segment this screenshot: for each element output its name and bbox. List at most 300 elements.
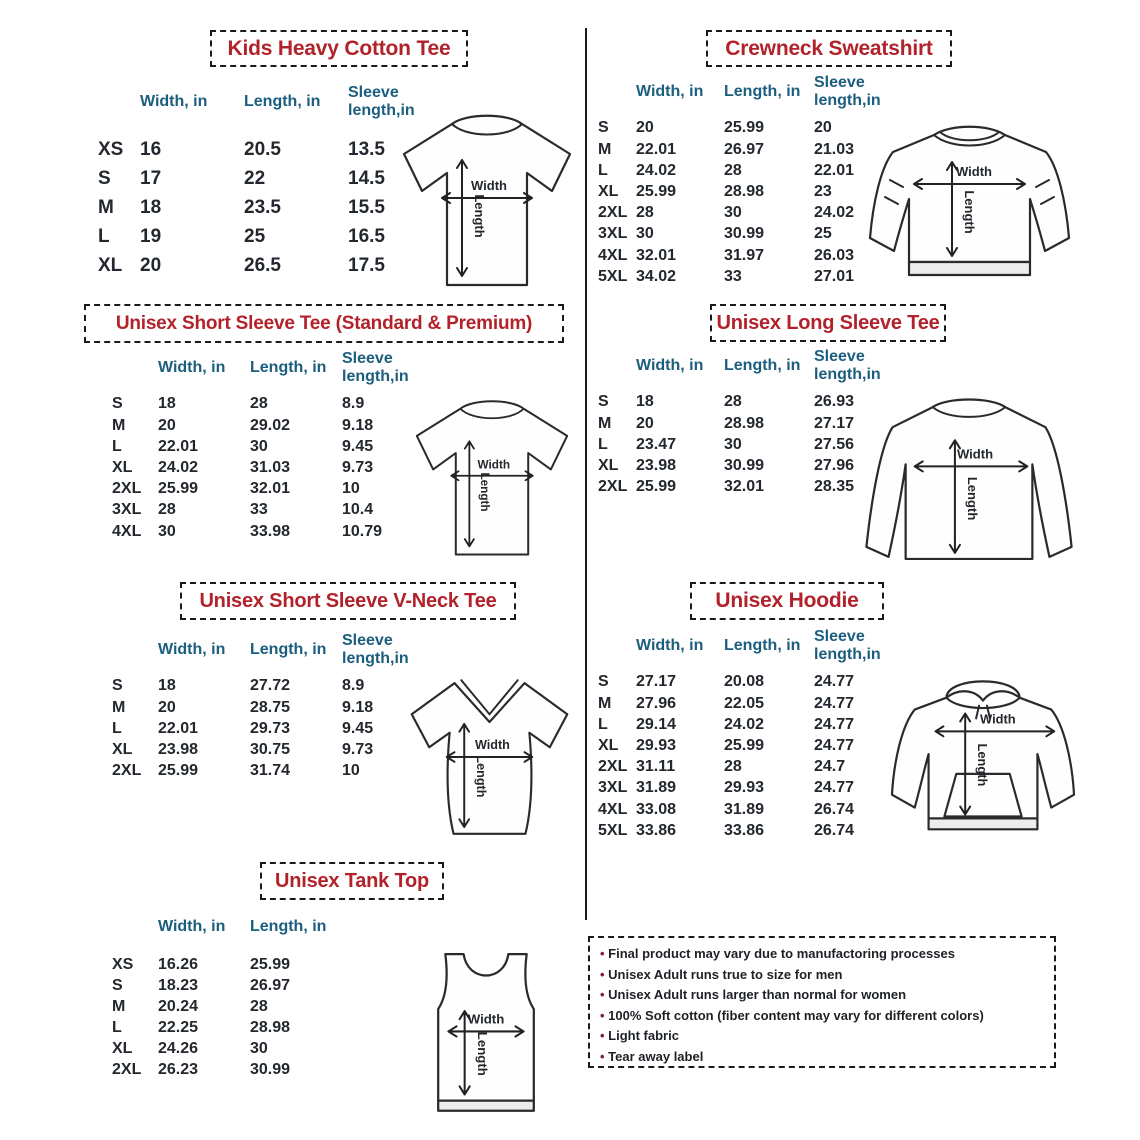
section-title-text: Kids Heavy Cotton Tee (227, 36, 451, 60)
measurement-value: 26.97 (724, 140, 765, 158)
size-label: XL (598, 736, 619, 754)
measurement-value: 26.74 (814, 800, 855, 818)
measurement-value: 25 (814, 225, 832, 243)
size-label: 2XL (598, 204, 628, 222)
measurement-value: 24.77 (814, 715, 855, 733)
measurement-value: 25.99 (250, 955, 291, 973)
header-row (112, 918, 370, 954)
header-row (598, 348, 900, 392)
length-label: Length (474, 1031, 490, 1076)
size-row (598, 477, 900, 498)
measurement-value: 22.01 (636, 140, 677, 158)
size-row (112, 1039, 370, 1060)
measurement-value: 21.03 (814, 140, 855, 158)
long-sleeve-tee-illustration (858, 394, 1080, 570)
size-row (112, 436, 430, 457)
measurement-value: 28.98 (250, 1019, 291, 1037)
measurement-value: 20 (814, 119, 832, 137)
size-label: L (112, 1019, 122, 1037)
section-unisex-v-neck-tee (80, 580, 585, 850)
measurement-value: 9.18 (342, 416, 374, 434)
measurement-value: 26.97 (250, 976, 291, 994)
measurement-value: 27.17 (814, 414, 855, 432)
length-label: Length (472, 194, 487, 238)
product-notes-box (588, 936, 1056, 1068)
t-shirt-illustration (392, 108, 582, 293)
size-label: 2XL (112, 1061, 142, 1079)
header-row (598, 628, 900, 672)
measurement-value: 16.5 (348, 226, 385, 248)
size-row (112, 975, 370, 996)
size-column-header (112, 918, 158, 954)
size-row (112, 996, 370, 1017)
size-table-unisex-v-neck-tee (112, 632, 430, 782)
measurement-value: 9.73 (342, 740, 374, 758)
size-row (112, 697, 430, 718)
measurement-value: 24.7 (814, 758, 846, 776)
measurement-value: 34.02 (636, 267, 677, 285)
size-row (598, 245, 900, 266)
section-unisex-tank-top (80, 860, 585, 1135)
measurement-value: 27.56 (814, 435, 855, 453)
measurement-value: 19 (140, 226, 162, 248)
hoodie-illustration (884, 668, 1082, 858)
section-title-text: Unisex Short Sleeve Tee (Standard & Premium) (115, 312, 533, 334)
size-label: XL (112, 458, 133, 476)
size-label: L (112, 437, 122, 455)
size-label: 5XL (598, 821, 628, 839)
measurement-value: 30.99 (724, 456, 765, 474)
measurement-value: 31.89 (636, 779, 677, 797)
measurement-value: 9.18 (342, 698, 374, 716)
size-row (598, 820, 900, 841)
size-row (112, 415, 430, 436)
size-label: S (112, 976, 123, 994)
measurement-value: 28 (724, 393, 742, 411)
section-title (706, 30, 952, 67)
size-row (598, 139, 900, 160)
measurement-value: 25 (244, 226, 266, 248)
column-header: Width, in (158, 918, 226, 935)
width-label: Width (467, 1011, 505, 1027)
size-row (598, 693, 900, 714)
size-label: 4XL (598, 800, 628, 818)
size-label: XL (112, 1040, 133, 1058)
length-label: Length (964, 476, 980, 521)
column-header: Sleeve length,in (814, 74, 881, 109)
size-label: M (112, 416, 126, 434)
header-row (98, 84, 440, 136)
measurement-value: 26.74 (814, 821, 855, 839)
length-label: Length (473, 755, 488, 798)
measurement-value: 22.01 (814, 161, 855, 179)
size-row (598, 672, 900, 693)
column-header: Sleeve length,in (342, 350, 409, 385)
size-column-header (112, 350, 158, 394)
measurement-value: 23.98 (636, 456, 677, 474)
size-column-header (598, 628, 636, 672)
size-column-header (598, 74, 636, 118)
measurement-value: 26.23 (158, 1061, 199, 1079)
section-unisex-hoodie (592, 580, 1140, 860)
measurement-value: 24.02 (636, 161, 677, 179)
note-item: • Tear away label (600, 1047, 1046, 1068)
section-title (260, 862, 444, 900)
measurement-value: 28 (158, 501, 176, 519)
size-label: M (112, 698, 126, 716)
note-item: • Light fabric (600, 1026, 1046, 1047)
measurement-value: 22.25 (158, 1019, 199, 1037)
width-label: Width (471, 178, 507, 193)
size-row (98, 194, 440, 223)
measurement-value: 33 (250, 501, 268, 519)
measurement-value: 26.03 (814, 246, 855, 264)
measurement-value: 23.98 (158, 740, 199, 758)
size-row (112, 521, 430, 542)
size-label: 3XL (598, 779, 628, 797)
sweatshirt-illustration (862, 122, 1077, 290)
measurement-value: 10.79 (342, 522, 383, 540)
note-item: • 100% Soft cotton (fiber content may vary for different colors) (600, 1006, 1046, 1027)
measurement-value: 8.9 (342, 395, 365, 413)
size-row (112, 1017, 370, 1038)
length-label: Length (962, 190, 977, 234)
column-header: Width, in (140, 92, 208, 110)
measurement-value: 9.45 (342, 719, 374, 737)
measurement-value: 9.73 (342, 458, 374, 476)
size-table-kids-heavy-cotton-tee (98, 84, 440, 281)
measurement-value: 33.86 (636, 821, 677, 839)
measurement-value: 16 (140, 139, 162, 161)
size-row (112, 739, 430, 760)
measurement-value: 31.89 (724, 800, 765, 818)
measurement-value: 24.02 (158, 458, 199, 476)
size-label: M (598, 414, 612, 432)
measurement-value: 13.5 (348, 139, 385, 161)
measurement-value: 24.26 (158, 1040, 199, 1058)
measurement-value: 17.5 (348, 255, 385, 277)
size-table-unisex-tank-top (112, 918, 370, 1081)
size-row (598, 778, 900, 799)
column-header: Width, in (636, 82, 704, 100)
measurement-value: 10 (342, 480, 360, 498)
measurement-value: 27.72 (250, 677, 291, 695)
size-label: XL (112, 740, 133, 758)
measurement-value: 22.05 (724, 694, 765, 712)
size-row (598, 735, 900, 756)
column-header: Length, in (724, 356, 801, 374)
measurement-value: 29.02 (250, 416, 291, 434)
size-label: S (598, 673, 609, 691)
size-label: 3XL (112, 501, 142, 519)
column-header: Width, in (636, 356, 704, 374)
measurement-value: 30 (636, 225, 654, 243)
measurement-value: 20.5 (244, 139, 281, 161)
size-row (112, 457, 430, 478)
section-title-text: Unisex Tank Top (274, 869, 430, 892)
measurement-value: 16.26 (158, 955, 199, 973)
measurement-value: 20 (636, 119, 654, 137)
size-label: 2XL (598, 478, 628, 496)
size-row (112, 718, 430, 739)
size-label: XS (98, 139, 124, 161)
size-row (598, 455, 900, 476)
measurement-value: 8.9 (342, 677, 365, 695)
size-row (598, 118, 900, 139)
size-label: M (98, 197, 114, 219)
header-row (112, 632, 430, 676)
column-header: Length, in (250, 640, 327, 658)
measurement-value: 30.99 (724, 225, 765, 243)
note-item: • Unisex Adult runs larger than normal for women (600, 985, 1046, 1006)
section-title-text: Crewneck Sweatshirt (725, 36, 933, 60)
size-column-header (98, 84, 140, 136)
measurement-value: 28.75 (250, 698, 291, 716)
measurement-value: 24.77 (814, 736, 855, 754)
measurement-value: 29.93 (636, 736, 677, 754)
measurement-value: 30.75 (250, 740, 291, 758)
measurement-value: 29.14 (636, 715, 677, 733)
measurement-value: 32.01 (724, 478, 765, 496)
measurement-value: 33 (724, 267, 742, 285)
section-title (690, 582, 884, 620)
column-header: Length, in (250, 358, 327, 376)
size-table-unisex-short-sleeve-tee (112, 350, 430, 542)
measurement-value: 23 (814, 182, 832, 200)
section-kids-heavy-cotton-tee (80, 28, 585, 296)
measurement-value: 28 (250, 395, 268, 413)
length-label: Length (975, 743, 991, 787)
measurement-value: 24.77 (814, 694, 855, 712)
measurement-value: 20 (636, 414, 654, 432)
size-label: L (598, 715, 608, 733)
measurement-value: 22.01 (158, 719, 199, 737)
measurement-value: 28.98 (724, 414, 765, 432)
size-column-header (112, 632, 158, 676)
size-label: 2XL (112, 762, 142, 780)
size-label: XS (112, 955, 134, 973)
t-shirt-illustration (406, 394, 578, 562)
size-table-crewneck-sweatshirt (598, 74, 900, 287)
measurement-value: 22.01 (158, 437, 199, 455)
note-item: • Final product may vary due to manufactoring processes (600, 944, 1046, 965)
size-label: 5XL (598, 267, 628, 285)
measurement-value: 22 (244, 168, 266, 190)
measurement-value: 20.08 (724, 673, 765, 691)
measurement-value: 30 (158, 522, 176, 540)
measurement-value: 9.45 (342, 437, 374, 455)
measurement-value: 25.99 (724, 119, 765, 137)
size-row (98, 223, 440, 252)
width-label: Width (474, 738, 510, 753)
size-row (598, 392, 900, 413)
column-header: Width, in (636, 636, 704, 654)
measurement-value: 30 (724, 204, 742, 222)
measurement-value: 26.93 (814, 393, 855, 411)
size-column-header (598, 348, 636, 392)
measurement-value: 18 (158, 395, 176, 413)
measurement-value: 18.23 (158, 976, 199, 994)
column-header: Sleeve length,in (342, 632, 409, 667)
measurement-value: 31.97 (724, 246, 765, 264)
size-label: L (598, 435, 608, 453)
measurement-value: 15.5 (348, 197, 385, 219)
size-label: S (98, 168, 111, 190)
size-row (112, 676, 430, 697)
measurement-value: 29.93 (724, 779, 765, 797)
note-item: • Unisex Adult runs true to size for men (600, 965, 1046, 986)
size-row (598, 160, 900, 181)
size-label: M (598, 694, 612, 712)
measurement-value: 32.01 (636, 246, 677, 264)
measurement-value: 25.99 (724, 736, 765, 754)
length-label: Length (478, 472, 492, 512)
measurement-value: 30 (250, 1040, 268, 1058)
measurement-value: 20.24 (158, 997, 199, 1015)
size-label: 2XL (598, 758, 628, 776)
column-header: Length, in (724, 636, 801, 654)
measurement-value: 30.99 (250, 1061, 291, 1079)
product-notes-list (600, 944, 1046, 1067)
size-table-unisex-long-sleeve-tee (598, 348, 900, 498)
section-title-text: Unisex Short Sleeve V-Neck Tee (199, 589, 497, 612)
size-label: L (98, 226, 110, 248)
size-label: M (112, 997, 126, 1015)
size-row (598, 714, 900, 735)
v-neck-tee-illustration (402, 672, 577, 842)
section-title (710, 304, 946, 342)
width-label: Width (956, 164, 992, 179)
measurement-value: 25.99 (636, 182, 677, 200)
column-header: Length, in (244, 92, 321, 110)
measurement-value: 31.03 (250, 458, 291, 476)
column-header: Length, in (250, 918, 327, 935)
measurement-value: 27.01 (814, 267, 855, 285)
measurement-value: 10.4 (342, 501, 374, 519)
size-row (598, 224, 900, 245)
width-label: Width (980, 711, 1016, 727)
measurement-value: 29.73 (250, 719, 291, 737)
size-row (98, 252, 440, 281)
size-label: XL (598, 182, 619, 200)
size-label: S (112, 395, 123, 413)
size-label: S (598, 119, 609, 137)
section-title (84, 304, 564, 343)
size-row (112, 479, 430, 500)
size-row (112, 954, 370, 975)
measurement-value: 23.47 (636, 435, 677, 453)
measurement-value: 30 (724, 435, 742, 453)
measurement-value: 23.5 (244, 197, 281, 219)
measurement-value: 24.77 (814, 779, 855, 797)
column-header: Width, in (158, 358, 226, 376)
measurement-value: 20 (140, 255, 162, 277)
column-header: Sleeve length,in (814, 628, 881, 663)
measurement-value: 27.96 (636, 694, 677, 712)
measurement-value: 32.01 (250, 480, 291, 498)
size-row (598, 434, 900, 455)
section-title-text: Unisex Long Sleeve Tee (716, 311, 940, 334)
measurement-value: 28 (250, 997, 268, 1015)
section-unisex-short-sleeve-tee (80, 300, 585, 575)
measurement-value: 18 (140, 197, 162, 219)
measurement-value: 20 (158, 698, 176, 716)
section-title (210, 30, 468, 67)
measurement-value: 26.5 (244, 255, 281, 277)
measurement-value: 14.5 (348, 168, 385, 190)
size-label: S (112, 677, 123, 695)
measurement-value: 25.99 (158, 762, 199, 780)
size-label: 4XL (112, 522, 142, 540)
measurement-value: 27.17 (636, 673, 677, 691)
size-label: M (598, 140, 612, 158)
measurement-value: 24.77 (814, 673, 855, 691)
size-row (98, 165, 440, 194)
section-crewneck-sweatshirt (592, 28, 1140, 296)
measurement-value: 33.98 (250, 522, 291, 540)
size-row (112, 500, 430, 521)
size-row (98, 136, 440, 165)
size-row (598, 181, 900, 202)
size-label: L (598, 161, 608, 179)
section-title (180, 582, 516, 620)
column-divider-line (585, 28, 587, 920)
measurement-value: 18 (636, 393, 654, 411)
column-header: Sleeve length,in (814, 348, 881, 383)
column-header: Width, in (158, 640, 226, 658)
measurement-value: 10 (342, 762, 360, 780)
measurement-value: 31.11 (636, 758, 676, 776)
width-label: Width (956, 446, 994, 462)
measurement-value: 28 (724, 758, 742, 776)
header-row (112, 350, 430, 394)
size-row (598, 757, 900, 778)
measurement-value: 20 (158, 416, 176, 434)
measurement-value: 25.99 (158, 480, 199, 498)
measurement-value: 33.86 (724, 821, 765, 839)
section-title-text: Unisex Hoodie (715, 589, 859, 612)
size-label: S (598, 393, 609, 411)
tank-top-illustration (426, 948, 546, 1123)
header-row (598, 74, 900, 118)
section-unisex-long-sleeve-tee (592, 300, 1140, 575)
measurement-value: 28 (636, 204, 654, 222)
size-row (112, 394, 430, 415)
size-row (598, 266, 900, 287)
size-label: XL (598, 456, 619, 474)
measurement-value: 25.99 (636, 478, 677, 496)
measurement-value: 31.74 (250, 762, 291, 780)
measurement-value: 30 (250, 437, 268, 455)
measurement-value: 27.96 (814, 456, 855, 474)
size-label: L (112, 719, 122, 737)
size-table-unisex-hoodie (598, 628, 900, 841)
measurement-value: 28.35 (814, 478, 855, 496)
size-label: 2XL (112, 480, 142, 498)
measurement-value: 17 (140, 168, 162, 190)
size-row (598, 203, 900, 224)
size-row (112, 1060, 370, 1081)
size-label: XL (98, 255, 123, 277)
measurement-value: 33.08 (636, 800, 677, 818)
size-row (598, 413, 900, 434)
size-row (112, 761, 430, 782)
measurement-value: 24.02 (814, 204, 855, 222)
column-header: Length, in (724, 82, 801, 100)
size-label: 4XL (598, 246, 628, 264)
column-header: Sleeve length,in (348, 84, 415, 119)
measurement-value: 24.02 (724, 715, 765, 733)
